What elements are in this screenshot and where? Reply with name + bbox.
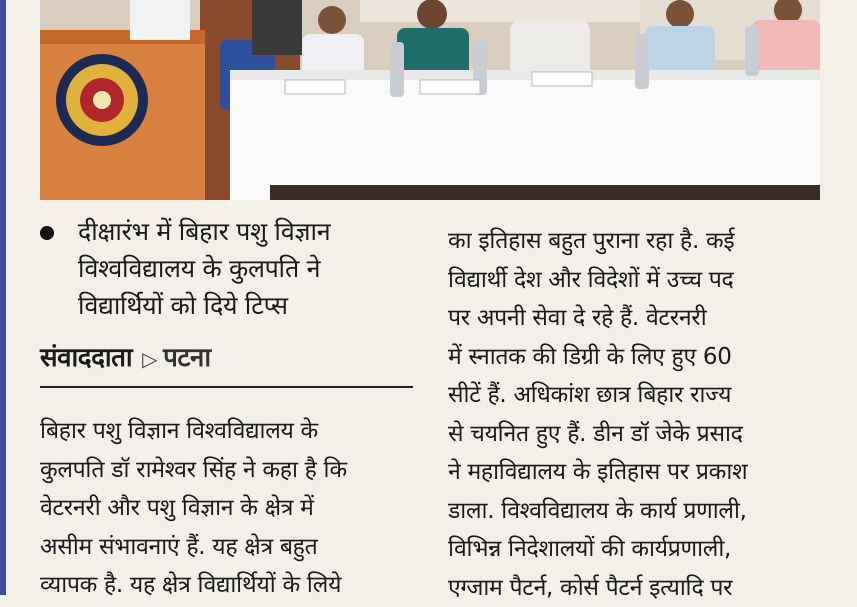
photo-illustration: [40, 0, 820, 200]
byline-author: संवाददाता: [40, 343, 132, 373]
body-line: एग्जाम पैटर्न, कोर्स पैटर्न इत्यादि पर: [448, 569, 824, 607]
body-line: डाला. विश्वविद्यालय के कार्य प्रणाली,: [448, 492, 824, 531]
body-line: का इतिहास बहुत पुराना रहा है. कई: [448, 222, 824, 261]
deck-line: विद्यार्थियों को दिये टिप्स: [78, 287, 408, 324]
article-column-1: [40, 412, 416, 605]
deck-line: दीक्षारंभ में बिहार पशु विज्ञान: [78, 213, 408, 250]
body-line: ने महाविद्यालय के इतिहास पर प्रकाश: [448, 453, 824, 492]
body-line: व्यापक है. यह क्षेत्र विद्यार्थियों के लिये: [40, 566, 416, 605]
page-edge-rule: [0, 0, 6, 595]
byline-divider: [40, 386, 413, 388]
byline-place: पटना: [163, 343, 211, 373]
body-line: सीटें हैं. अधिकांश छात्र बिहार राज्य: [448, 376, 824, 415]
body-line: विभिन्न निदेशालयों की कार्यप्रणाली,: [448, 530, 824, 569]
deck-line: विश्वविद्यालय के कुलपति ने: [78, 250, 408, 287]
body-line: में स्नातक की डिग्री के लिए हुए 60: [448, 338, 824, 377]
body-line: पर अपनी सेवा दे रहे हैं. वेटरनरी: [448, 299, 824, 338]
body-line: विद्यार्थी देश और विदेशों में उच्च पद: [448, 261, 824, 300]
body-line: बिहार पशु विज्ञान विश्वविद्यालय के: [40, 412, 416, 451]
byline: [40, 338, 211, 374]
news-photo: [40, 0, 820, 200]
body-line: वेटरनरी और पशु विज्ञान के क्षेत्र में: [40, 489, 416, 528]
byline-arrow-icon: ▷: [142, 347, 157, 371]
deck-bullet: [40, 226, 54, 240]
article-column-2: [448, 222, 824, 607]
body-line: कुलपति डॉ रामेश्वर सिंह ने कहा है कि: [40, 451, 416, 490]
headline-deck: [78, 213, 408, 324]
body-line: से चयनित हुए हैं. डीन डॉ जेके प्रसाद: [448, 415, 824, 454]
body-line: असीम संभावनाएं हैं. यह क्षेत्र बहुत: [40, 528, 416, 567]
